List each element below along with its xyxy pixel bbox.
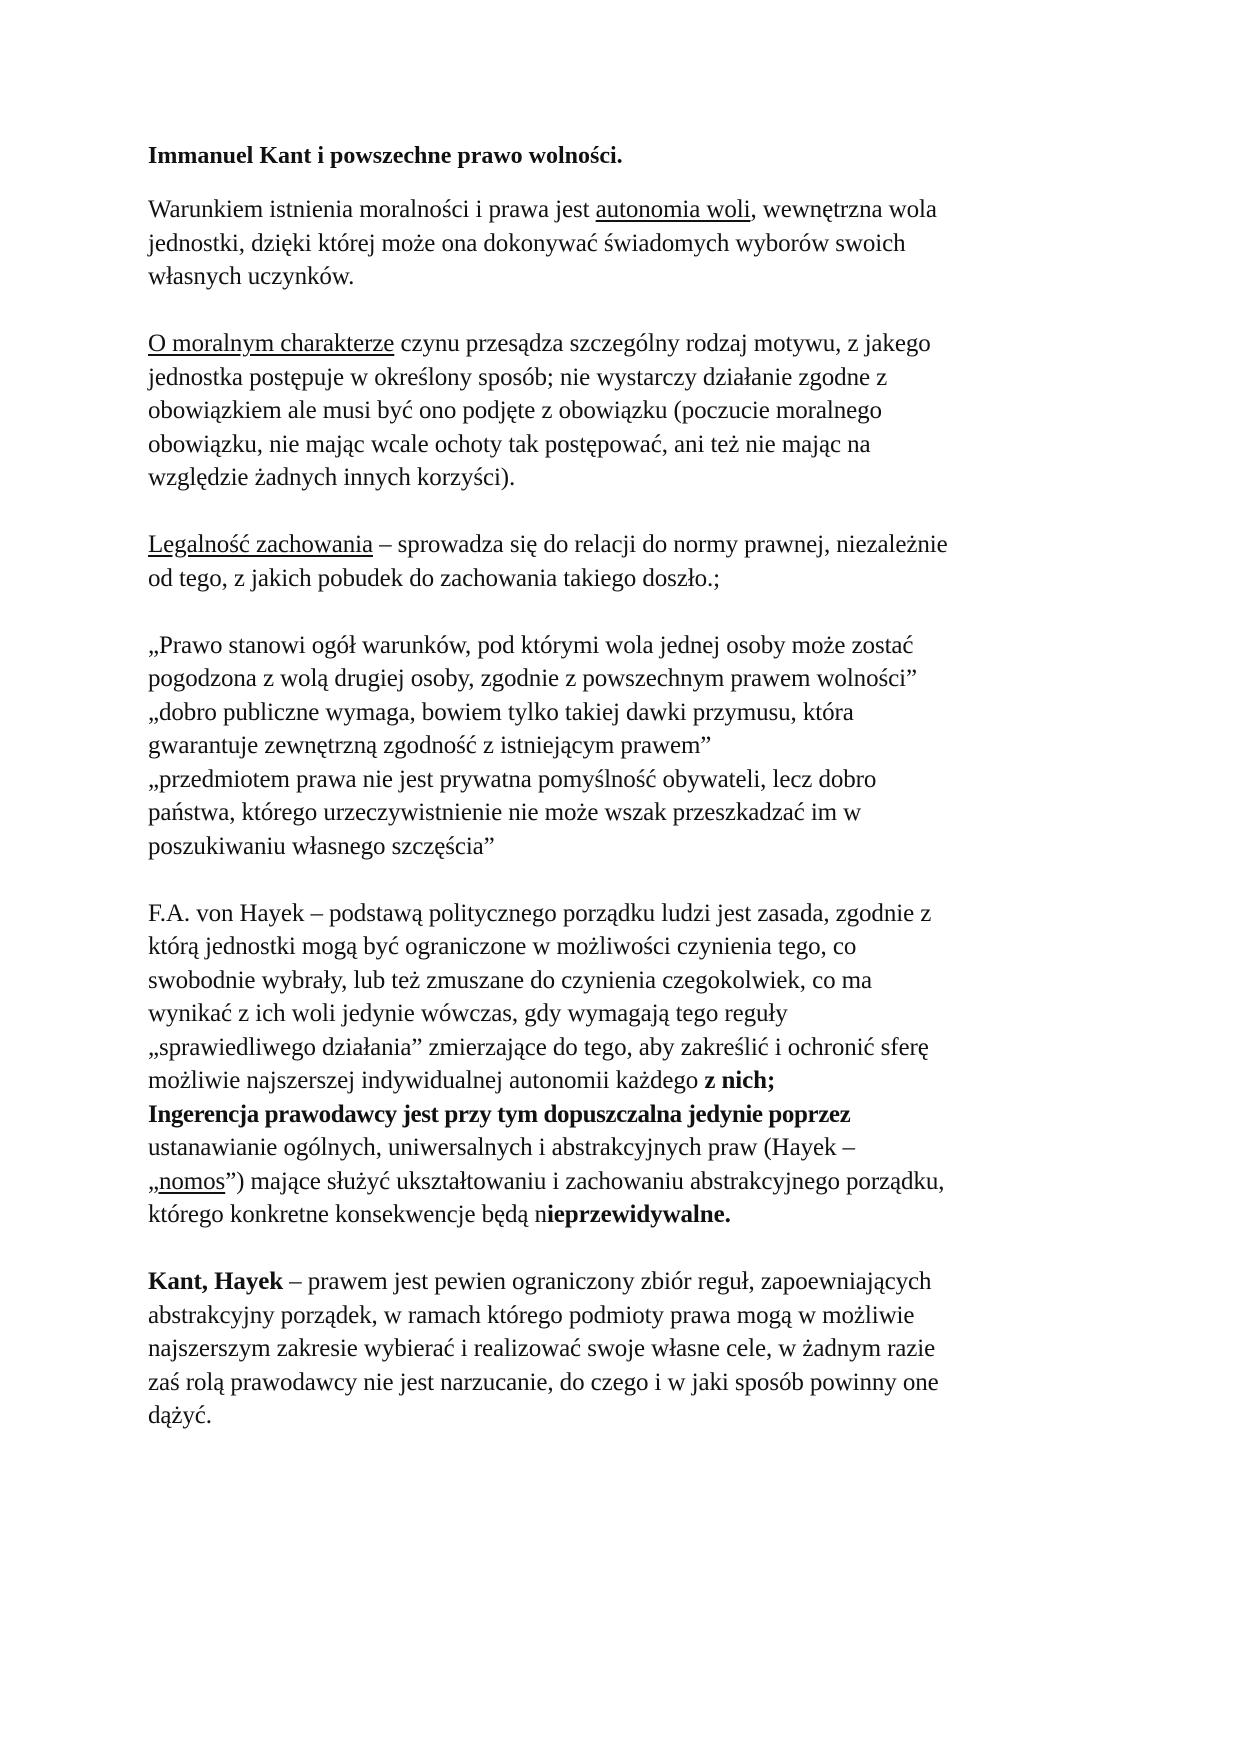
text-line: gwarantuje zewnętrzną zgodność z istniejącym prawem” xyxy=(148,732,712,759)
text-line xyxy=(148,327,1098,361)
text-span: czynu przesądza szczególny rodzaj motywu, z jakego xyxy=(394,330,931,357)
text-line: którą jednostki mogą być ograniczone w możliwości czynienia tego, co xyxy=(148,933,857,960)
text-line xyxy=(148,1198,1098,1232)
underlined-term: autonomia woli xyxy=(595,196,751,223)
paragraph-hayek xyxy=(148,897,1098,1232)
paragraph-legalnosc xyxy=(148,528,1098,595)
text-line: wynikać z ich woli jedynie wówczas, gdy wymagają tego reguły xyxy=(148,1000,788,1027)
text-span: , wewnętrzna wola xyxy=(750,196,937,223)
text-line: „dobro publiczne wymaga, bowiem tylko takiej dawki przymusu, która xyxy=(148,698,854,726)
text-span: Warunkiem istnienia moralności i prawa jest xyxy=(148,196,596,223)
text-span: – prawem jest pewien ograniczony zbiór reguł, zapoewniających xyxy=(283,1268,932,1295)
document-page xyxy=(148,140,1098,1433)
text-line xyxy=(148,528,1098,562)
text-span: ”) mające służyć ukształtowaniu i zachowaniu abstrakcyjnego porządku, xyxy=(225,1167,945,1195)
underlined-term: O moralnym charakterze xyxy=(148,330,395,357)
text-line xyxy=(148,1265,1098,1299)
text-line: swobodnie wybrały, lub też zmuszane do czynienia czegokolwiek, co ma xyxy=(148,966,872,994)
text-line: „sprawiedliwego działania” zmierzające do tego, aby zakreślić i ochronić sferę xyxy=(148,1033,929,1061)
text-line: F.A. von Hayek – podstawą politycznego porządku ludzi jest zasada, zgodnie z xyxy=(148,899,932,927)
text-line xyxy=(148,1165,1098,1199)
text-line: państwa, którego urzeczywistnienie nie może wszak przeszkadzać im w xyxy=(148,799,862,826)
text-line: jednostki, dzięki której może ona dokonywać świadomych wyborów swoich xyxy=(148,229,906,257)
text-line: własnych uczynków. xyxy=(148,263,355,290)
bold-span: z nich; xyxy=(704,1067,776,1094)
text-line: „przedmiotem prawa nie jest prywatna pomyślność obywateli, lecz dobro xyxy=(148,765,877,793)
text-line: obowiązkiem ale musi być ono podjęte z obowiązku (poczucie moralnego xyxy=(148,397,882,424)
quote-mark: „ xyxy=(148,1167,159,1195)
text-span: – sprowadza się do relacji do normy prawnej, niezależnie xyxy=(372,531,948,558)
text-line xyxy=(148,193,1098,227)
text-line: od tego, z jakich pobudek do zachowania takiego doszło.; xyxy=(148,564,721,592)
text-line xyxy=(148,1064,1098,1098)
text-line: abstrakcyjny porządek, w ramach którego podmioty prawa mogą w możliwie xyxy=(148,1301,915,1329)
document-title: Immanuel Kant i powszechne prawo wolności. xyxy=(148,143,623,169)
text-line: ustanawianie ogólnych, uniwersalnych i abstrakcyjnych praw (Hayek – xyxy=(148,1134,855,1161)
bold-span: ieprzewidywalne. xyxy=(546,1201,731,1228)
paragraph-kant-hayek xyxy=(148,1265,1098,1433)
text-line: „Prawo stanowi ogół warunków, pod którymi wola jednej osoby może zostać xyxy=(148,631,914,659)
text-line: poszukiwaniu własnego szczęścia” xyxy=(148,832,495,860)
text-line: jednostka postępuje w określony sposób; nie wystarczy działanie zgodne z xyxy=(148,363,888,391)
text-span: którego konkretne konsekwencje będą n xyxy=(148,1201,547,1228)
text-line: względzie żadnych innych korzyści). xyxy=(148,464,516,491)
text-line-bold: Ingerencja prawodawcy jest przy tym dopuszczalna jedynie poprzez xyxy=(148,1100,851,1128)
underlined-term: Legalność zachowania xyxy=(148,531,373,558)
text-line: zaś rolą prawodawcy nie jest narzucanie, do czego i w jaki sposób powinny one xyxy=(148,1368,939,1396)
paragraph-moralny-charakter xyxy=(148,327,1098,495)
text-line: dążyć. xyxy=(148,1402,212,1429)
paragraph-autonomia xyxy=(148,193,1098,294)
underlined-term xyxy=(148,1168,225,1195)
paragraph-quotes xyxy=(148,629,1098,864)
text-line: obowiązku, nie mając wcale ochoty tak postępować, ani też nie mając na xyxy=(148,430,871,458)
text-line: pogodzona z wolą drugiej osoby, zgodnie z powszechnym prawem wolności” xyxy=(148,665,917,692)
term-nomos: nomos xyxy=(159,1167,226,1195)
bold-span: Kant, Hayek xyxy=(148,1268,284,1295)
text-line: najszerszym zakresie wybierać i realizować swoje własne cele, w żadnym razie xyxy=(148,1335,936,1362)
text-span: możliwie najszerszej indywidualnej autonomii każdego xyxy=(148,1067,705,1094)
